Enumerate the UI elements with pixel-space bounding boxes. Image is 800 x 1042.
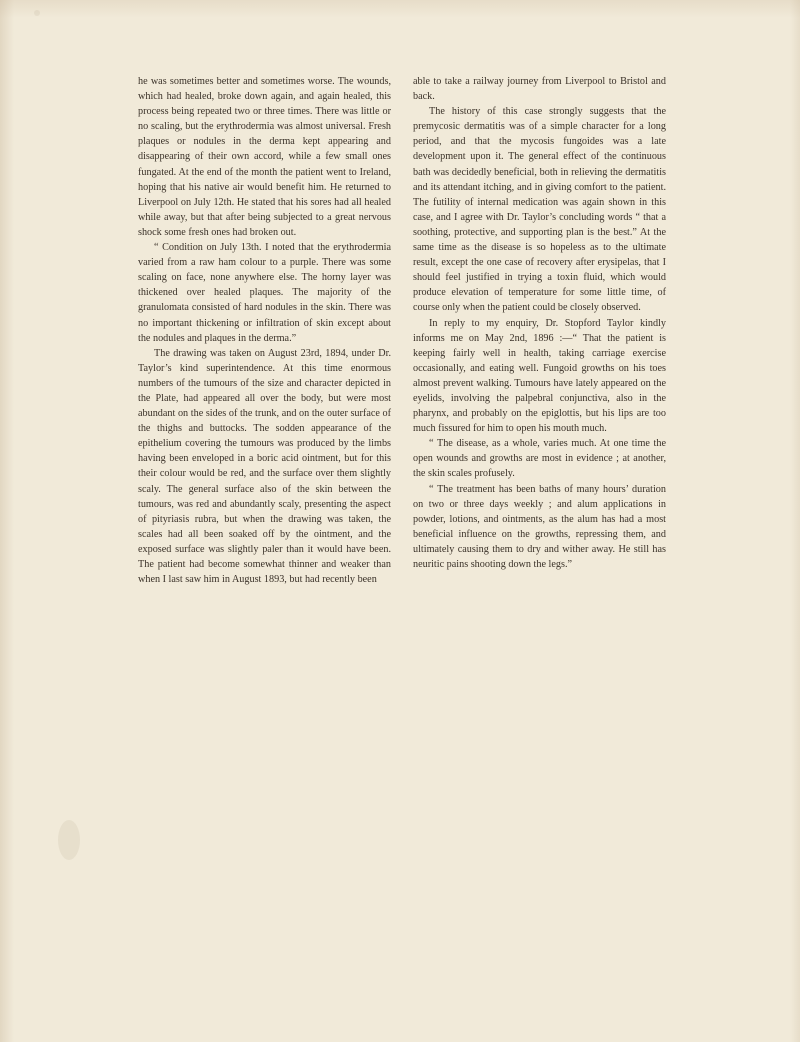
paragraph: he was sometimes better and sometimes worse. The wounds, which had healed, broke down again, and again healed, this process being repeated two or three times. There was little or no scaling, but the erythrodermia was almost universal. Fresh plaques or nodules in the derma kept appearing and disappearing of their own accord, while a few small ones fungated. At the end of the month the patient went to Ireland, hoping that his native air would benefit him. He returned to Liverpool on July 12th. He stated that his sores had all healed while away, but that after being subjected to a great nervous shock some fresh ones had broken out. [138,76,391,238]
paragraph: The history of this case strongly suggests that the premycosic dermatitis was of a simple character for a long period, and that the mycosis fungoides was a late development upon it. The general effect of the continuous bath was decidedly beneficial, both in relieving the dermatitis and its attendant itching, and in giving comfort to the patient. The futility of internal medication was again shown in this case, and I agree with Dr. Taylor’s concluding words “ that a soothing, protective, and supporting plan is the best.” At the same time as the disease is so hopeless as to the ultimate result, except the one case of recovery after erysipelas, that I should feel justified in trying a toxin fluid, which would produce elevation of temperature for some little time, of course only when the patient could be closely observed. [413,106,666,314]
paper-stain [58,820,80,860]
paragraph: “ Condition on July 13th. I noted that the erythrodermia varied from a raw ham colour to a purple. There was some scaling on face, none anywhere else. The horny layer was thickened over healed plaques. The majority of the granulomata consisted of hard nodules in the skin. There was no important thickening or infiltration of skin except about the nodules and plaques in the derma.” [138,242,391,344]
paragraph: “ The treatment has been baths of many hours’ duration on two or three days weekly ; and alum applications in powder, lotions, and ointments, as the alum has had a most beneficial influence on the growths, repressing them, and ultimately causing them to dry and wither away. He still has neuritic pains shooting down the legs.” [413,483,666,570]
paper-stain [34,10,40,16]
left-text-column [138,74,391,587]
right-text-column [413,74,666,572]
paragraph: “ The disease, as a whole, varies much. At one time the open wounds and growths are most in evidence ; at another, the skin scales profusely. [413,438,666,480]
paragraph: The drawing was taken on August 23rd, 1894, under Dr. Taylor’s kind superintendence. At this time enormous numbers of the tumours of the size and character depicted in the Plate, had appeared all over the body, but were most abundant on the sides of the trunk, and on the outer surface of the thighs and buttocks. The sodden appearance of the epithelium covering the tumours was produced by the limbs having been enveloped in a boric acid ointment, but for this their colour would be red, and the surface over them slightly scaly. The general surface also of the skin between the tumours, was red and abundantly scaly, presenting the aspect of pityriasis rubra, but when the drawing was taken, the scales had all been soaked off by the ointment, and the exposed surface was slightly paler than it would have been. The patient had become somewhat thinner and weaker than when I last saw him in August 1893, but had recently been [138,347,391,586]
paragraph: able to take a railway journey from Liverpool to Bristol and back. [413,76,666,103]
paragraph: In reply to my enquiry, Dr. Stopford Taylor kindly informs me on May 2nd, 1896 :—“ That the patient is keeping fairly well in health, taking carriage exercise occasionally, and eating well. Fungoid growths on his toes almost prevent walking. Tumours have lately appeared on the eyelids, involving the palpebral conjunctiva, also in the pharynx, and probably on the epiglottis, but his lips are too much fissured for him to open his mouth much. [413,317,666,435]
